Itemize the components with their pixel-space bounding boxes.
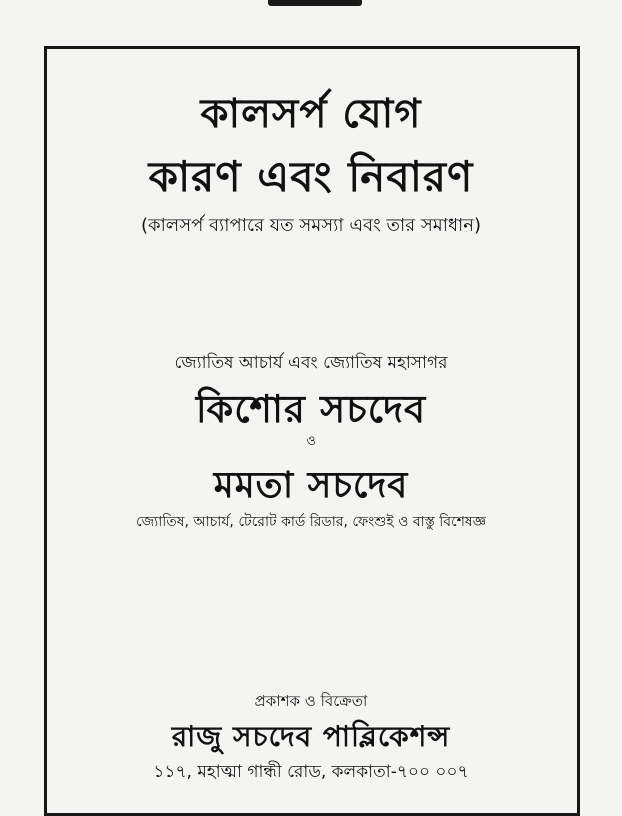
- book-title-line2: কারণ এবং নিবারণ: [148, 152, 474, 201]
- book-subtitle: (কালসর্প ব্যাপারে যত সমস্যা এবং তার সমাধান): [140, 215, 482, 236]
- publisher-label: প্রকাশক ও বিক্রেতা: [254, 692, 368, 710]
- publisher-name: রাজু সচদেব পাব্লিকেশন্স: [171, 720, 451, 753]
- author-credentials: জ্যোতিষ, আচার্য, টেরোট কার্ড রিডার, ফেংশুই ও বাস্তু বিশেষজ্ঞ: [135, 514, 487, 530]
- author-designation: জ্যোতিষ আচার্য এবং জ্যোতিষ মহাসাগর: [174, 353, 448, 373]
- author-name-2: মমতা সচদেব: [213, 465, 409, 506]
- book-title-line1: কালসর্প যোগ: [200, 91, 422, 137]
- publisher-address: ১১৭, মহাত্মা গান্ধী রোড, কলকাতা-৭০০ ০০৭: [153, 762, 469, 782]
- author-conjunction: ও: [306, 434, 316, 449]
- author-name-1: কিশোর সচদেব: [195, 387, 427, 431]
- top-edge-mark: [268, 0, 362, 6]
